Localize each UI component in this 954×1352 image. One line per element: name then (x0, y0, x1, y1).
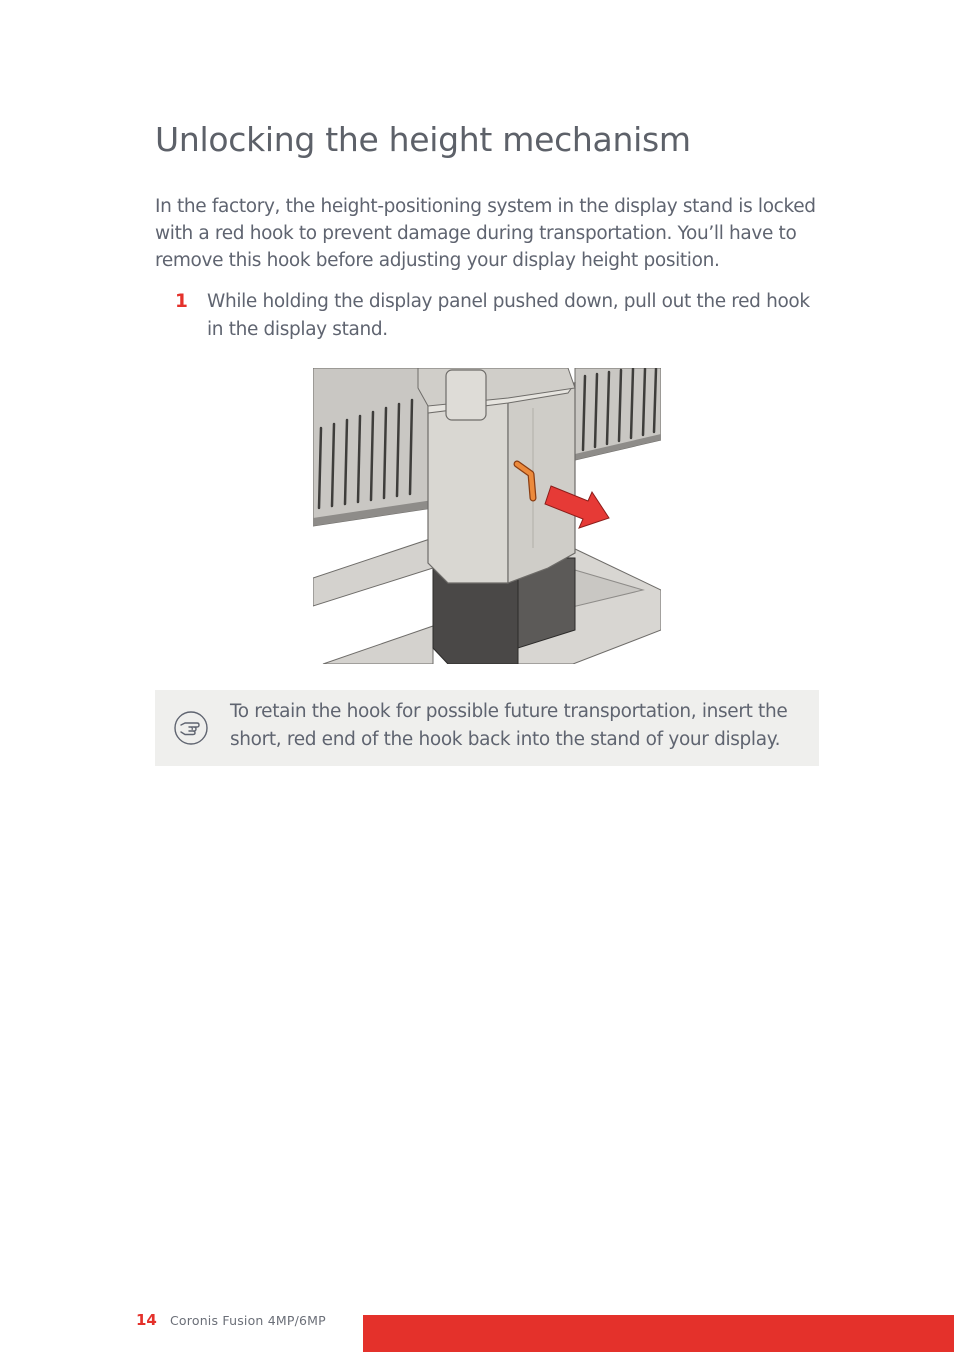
note-text: To retain the hook for possible future transportation, insert the short, red end of the hook back into the stand of your display. (230, 701, 788, 750)
intro-paragraph: In the factory, the height-positioning system in the display stand is locked with a red hook to prevent damage during transportation. You’ll have to remove this hook before adjusting your display height position. (155, 196, 816, 271)
display-stand-illustration (313, 368, 661, 664)
page-title: Unlocking the height mechanism (155, 120, 691, 159)
footer-accent-bar (363, 1315, 954, 1352)
footer-page-number: 14 (136, 1311, 157, 1329)
pointing-hand-icon (173, 710, 209, 746)
footer-product-name: Coronis Fusion 4MP/6MP (170, 1313, 326, 1328)
step-number: 1 (175, 291, 188, 312)
note-box (155, 690, 819, 766)
step-text: While holding the display panel pushed down, pull out the red hook in the display stand. (207, 291, 810, 340)
